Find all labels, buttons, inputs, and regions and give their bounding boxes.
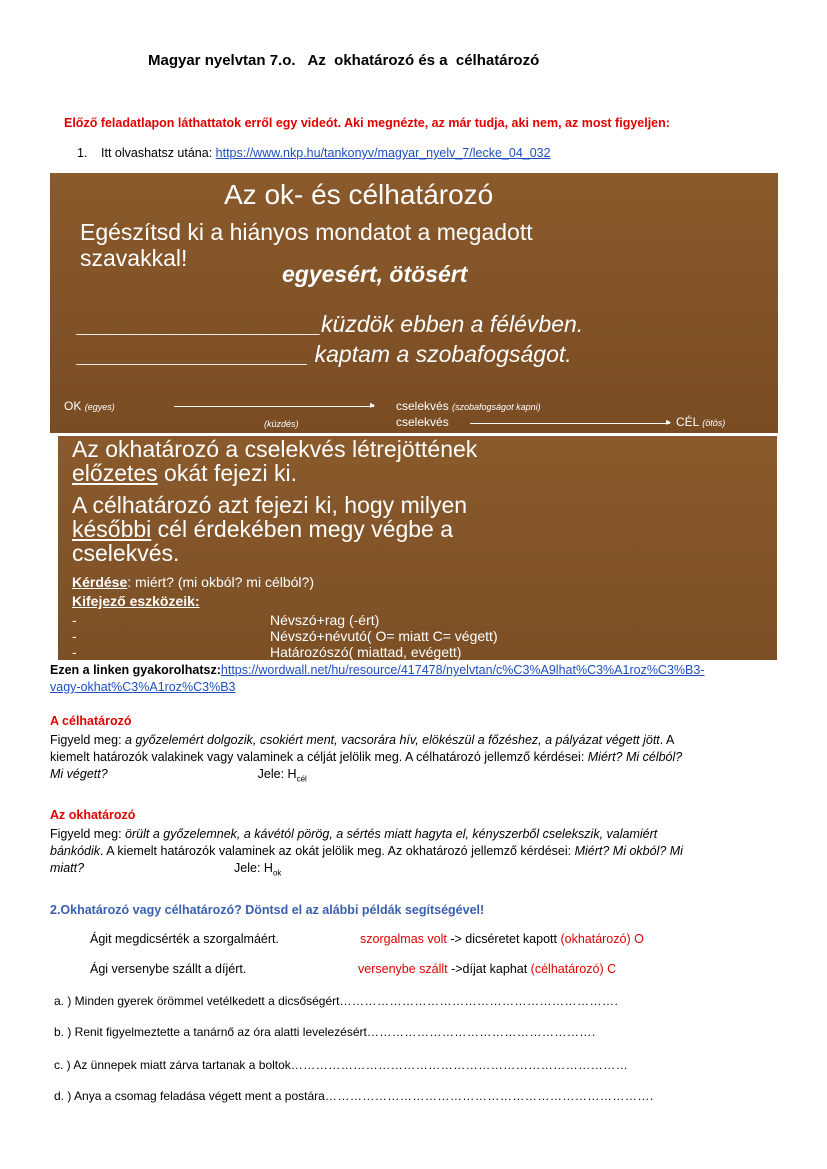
bullet-3: -: [72, 644, 77, 660]
cel-label: [676, 415, 725, 429]
question-c-text: c. ) Az ünnepek miatt zárva tartanak a boltok: [54, 1058, 291, 1072]
slide2-line-5: cselekvés.: [72, 540, 180, 566]
task2-title: 2.Okhatározó vagy célhatározó? Döntsd el az alábbi példák segítségével!: [50, 903, 485, 917]
sentence-1-text: küzdök ebben a félévben.: [321, 311, 584, 337]
kifejezo-text: Kifejező eszközeik:: [72, 593, 200, 609]
cel-note: (ötös): [702, 418, 726, 428]
slide1-words: egyesért, ötösért: [282, 261, 468, 287]
answer-c-blank[interactable]: ………………………………………………………………………: [290, 1058, 629, 1072]
example-1-cause: szorgalmas volt: [360, 932, 447, 946]
example-2-action: versenybe szállt: [358, 962, 448, 976]
intro-text: Előző feladatlapon láthattatok erről egy videót. Aki megnézte, az már tudja, aki nem, az most figyeljen:: [64, 116, 670, 130]
slide2-line-2: [72, 460, 297, 487]
cel-text: CÉL: [676, 415, 699, 429]
wordwall-link[interactable]: https://wordwall.net/hu/resource/417478/nyelvtan/c%C3%A9lhat%C3%A1roz%C3%B3-: [220, 663, 705, 677]
example-1-type: (okhatározó) O: [560, 932, 644, 946]
bullet-1: -: [72, 612, 77, 628]
cel-questions: Miért? Mi célból?: [587, 750, 683, 764]
cel-examples: a győzelemért dolgozik, csokiért ment, vacsorára hív, elökészül a főzéshez, a pályázat végett jött: [125, 733, 660, 747]
question-a-text: a. ) Minden gyerek örömmel vetélkedett a dicsőségért: [54, 994, 340, 1008]
item-text: Itt olvashatsz utána:: [101, 146, 216, 160]
wordwall-link-cont[interactable]: vagy-okhat%C3%A1roz%C3%B3: [50, 680, 236, 694]
example-1-arrow: -> dicséretet kapott: [446, 932, 561, 946]
question-b: [54, 1025, 596, 1039]
cel-l1a: Figyeld meg:: [50, 733, 126, 747]
cselekves-2: cselekvés: [396, 415, 449, 429]
slide2-line-4-rest: cél érdekében megy végbe a: [151, 516, 454, 542]
ok-section-body: [50, 826, 790, 882]
bullet-1-text: Névszó+rag (-ért): [270, 612, 380, 628]
slide-image-1: [50, 173, 778, 433]
reading-item: [77, 146, 551, 160]
practice-text: Ezen a linken gyakorolhatsz:: [50, 663, 221, 677]
cselekves-1-text: cselekvés: [396, 399, 449, 413]
bullet-2: -: [72, 628, 77, 644]
nkp-link[interactable]: https://www.nkp.hu/tankonyv/magyar_nyelv_7/lecke_04_032: [215, 146, 551, 160]
bullet-2-text: Névszó+névutó( O= miatt C= végett): [270, 628, 498, 644]
ok-text: OK: [64, 399, 82, 413]
slide1-instruction-1: Egészítsd ki a hiányos mondatot a megadott: [80, 219, 533, 245]
arrow-line-1: [174, 406, 374, 407]
cel-question-2: Mi végett?: [50, 767, 108, 781]
answer-d-blank[interactable]: …………………………………………………………………….: [324, 1089, 654, 1103]
question-c: [54, 1058, 628, 1072]
slide1-sentence-2: [78, 341, 572, 368]
example-2: [90, 962, 616, 976]
arrow-head-2: ▸: [666, 417, 672, 428]
example-2-arrow: ->díjat kaphat: [447, 962, 531, 976]
slide2-line-4: [72, 516, 453, 543]
elozetes-word: előzetes: [72, 460, 158, 486]
example-2-sentence: Ági versenybe szállt a díjért.: [90, 962, 247, 976]
answer-a-blank[interactable]: ………………………………………………………….: [339, 994, 619, 1008]
practice-line: [50, 662, 704, 696]
ok-l2b: . A kiemelt határozók valaminek az okát jelölik meg. Az okhatározó jellemző kérdései:: [100, 844, 575, 858]
arrow-head-1: ▸: [370, 400, 376, 411]
arrow-line-2: [470, 423, 670, 424]
question-d-text: d. ) Anya a csomag feladása végett ment a postára: [54, 1089, 325, 1103]
kerdese-text: : miért? (mi okból? mi célból?): [127, 574, 314, 590]
ok-note: (egyes): [84, 402, 115, 412]
slide2-line-1: Az okhatározó a cselekvés létrejöttének: [72, 436, 478, 462]
kesobbi-word: későbbi: [72, 516, 152, 542]
cel-jele: Jele: H: [257, 767, 297, 781]
bullet-3-text: Határozószó( miattad, evégett): [270, 644, 462, 660]
kerdese-label: Kérdése: [72, 574, 128, 590]
example-2-type: (célhatározó) C: [530, 962, 617, 976]
cel-jele-sub: cél: [296, 774, 307, 784]
ok-examples: örült a győzelemnek, a kávétól pörög, a sértés miatt hagyta el, kényszerből cselekszik, valamiért: [125, 827, 658, 841]
ok-jele: Jele: H: [234, 861, 273, 875]
slide2-line-3: A célhatározó azt fejezi ki, hogy milyen: [72, 492, 468, 518]
ok-l2a: bánkódik: [50, 844, 101, 858]
example-1: [90, 932, 644, 946]
ok-label: [64, 399, 115, 413]
cel-l2: kiemelt határozók valakinek vagy valaminek a célját jelölik meg. A célhatározó jellemző kérdései:: [50, 750, 588, 764]
slide1-sentence-1: [78, 311, 583, 338]
kifejezo-label: [72, 593, 200, 609]
ok-l1a: Figyeld meg:: [50, 827, 126, 841]
cselekves-1-note: (szobafogságot kapni): [452, 402, 541, 412]
cselekves-1: [396, 399, 541, 413]
blank-1: ___________________: [78, 311, 322, 337]
question-d: [54, 1089, 654, 1103]
slide1-title: Az ok- és célhatározó: [224, 179, 494, 210]
cel-section-body: [50, 732, 790, 788]
ok-section-title: Az okhatározó: [50, 808, 136, 822]
example-1-sentence: Ágit megdicsérték a szorgalmáért.: [90, 932, 279, 946]
blank-2: __________________: [78, 341, 309, 367]
kerdese-line: [72, 574, 314, 590]
slide2-line-2-rest: okát fejezi ki.: [157, 460, 298, 486]
question-b-text: b. ) Renit figyelmeztette a tanárnő az óra alatti levelezésért: [54, 1025, 367, 1039]
item-number: 1.: [77, 146, 88, 160]
ok-question-2: miatt?: [50, 861, 85, 875]
ok-questions: Miért? Mi okból? Mi: [574, 844, 683, 858]
kuzdes-note: (küzdés): [264, 419, 299, 429]
sentence-2-text: kaptam a szobafogságot.: [308, 341, 572, 367]
question-a: [54, 994, 618, 1008]
ok-jele-sub: ok: [272, 868, 282, 878]
cel-section-title: A célhatározó: [50, 714, 132, 728]
answer-b-blank[interactable]: ……………………………………………….: [366, 1025, 596, 1039]
slide1-instruction-2: szavakkal!: [80, 245, 188, 271]
slide-image-2: [58, 436, 777, 660]
page-title: Magyar nyelvtan 7.o. Az okhatározó és a célhatározó: [148, 52, 540, 69]
cel-l1c: . A: [659, 733, 675, 747]
